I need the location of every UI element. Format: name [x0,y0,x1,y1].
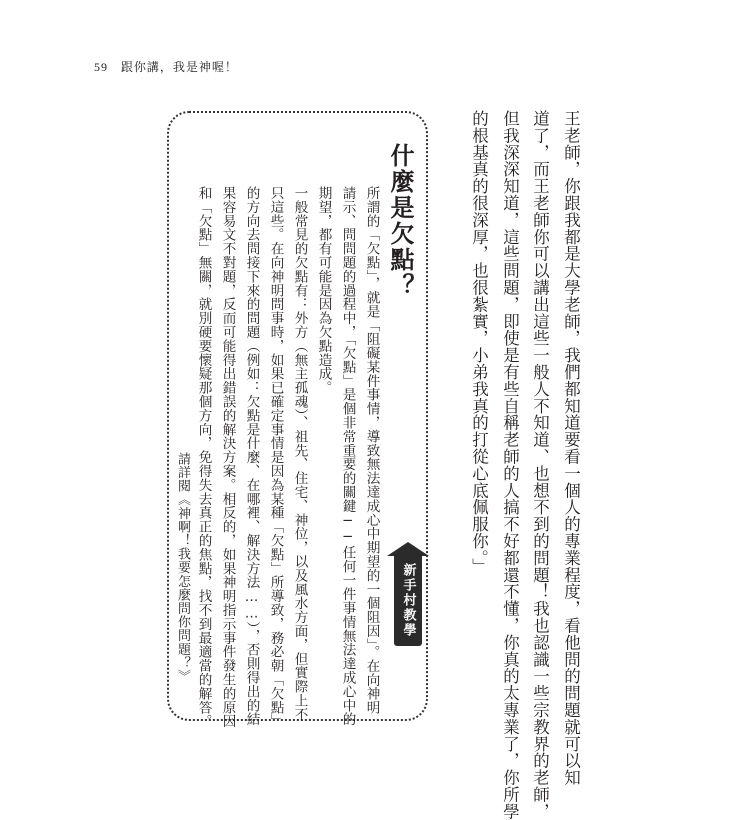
body-text-line: 道了，而王老師你可以講出這些一般人不知道、也想不到的問題！我也認識一些宗教界的老師， [530,110,550,820]
body-text-line: 的根基真的很深厚，也很紮實，小弟我真的打從心底佩服你。」 [469,110,489,575]
box-title: 什麼是欠點？ [386,143,414,299]
box-text-line: 期望，都有可能是因為欠點造成。 [315,186,332,395]
body-text-line: 但我深深知道，這些問題，即使是有些自稱老師的人搞不好都還不懂，你真的太專業了，你所學 [500,110,520,820]
page-number: 59 [94,60,108,74]
box-text-line: 和「欠點」無關，就別硬要懷疑那個方向，免得失去真正的焦點，找不到最適當的解答。 [195,186,212,729]
box-text-line: 只這些。在向神明問事時，如果已確定事情是因為某種「欠點」所導致，務必朝「欠點」 [267,186,284,729]
beginner-badge [394,552,422,646]
box-text-line: 一般常見的欠點有：外方（無主孤魂）、祖先、住宅、神位，以及風水方面，但實際上不 [291,186,308,722]
box-text-line: 果容易文不對題，反而可能得出錯誤的解決方案。相反的，如果神明指示事件發生的原因 [219,186,236,729]
running-header [94,58,238,75]
reference-note: 請詳閱《神啊！我要怎麼問你問題？》 [175,452,190,684]
box-text-line: 請示、問問題的過程中，「欠點」是個非常重要的關鍵──任何一件事情無法達成心中的 [339,186,356,727]
badge-label: 新手村教學 [400,563,416,638]
box-text-line: 的方向去問接下來的問題（例如：欠點是什麼、在哪裡、解決方法……），否則得出的結 [243,186,260,727]
page-title: 跟你講，我是神喔！ [120,60,238,74]
box-text-line: 所謂的「欠點」，就是「阻礙某件事情，導致無法達成心中期望的一個阻因」。在向神明 [363,186,380,715]
body-text-line: 王老師，你跟我都是大學老師，我們都知道要看一個人的專業程度，看他問的問題就可以知 [561,110,581,786]
